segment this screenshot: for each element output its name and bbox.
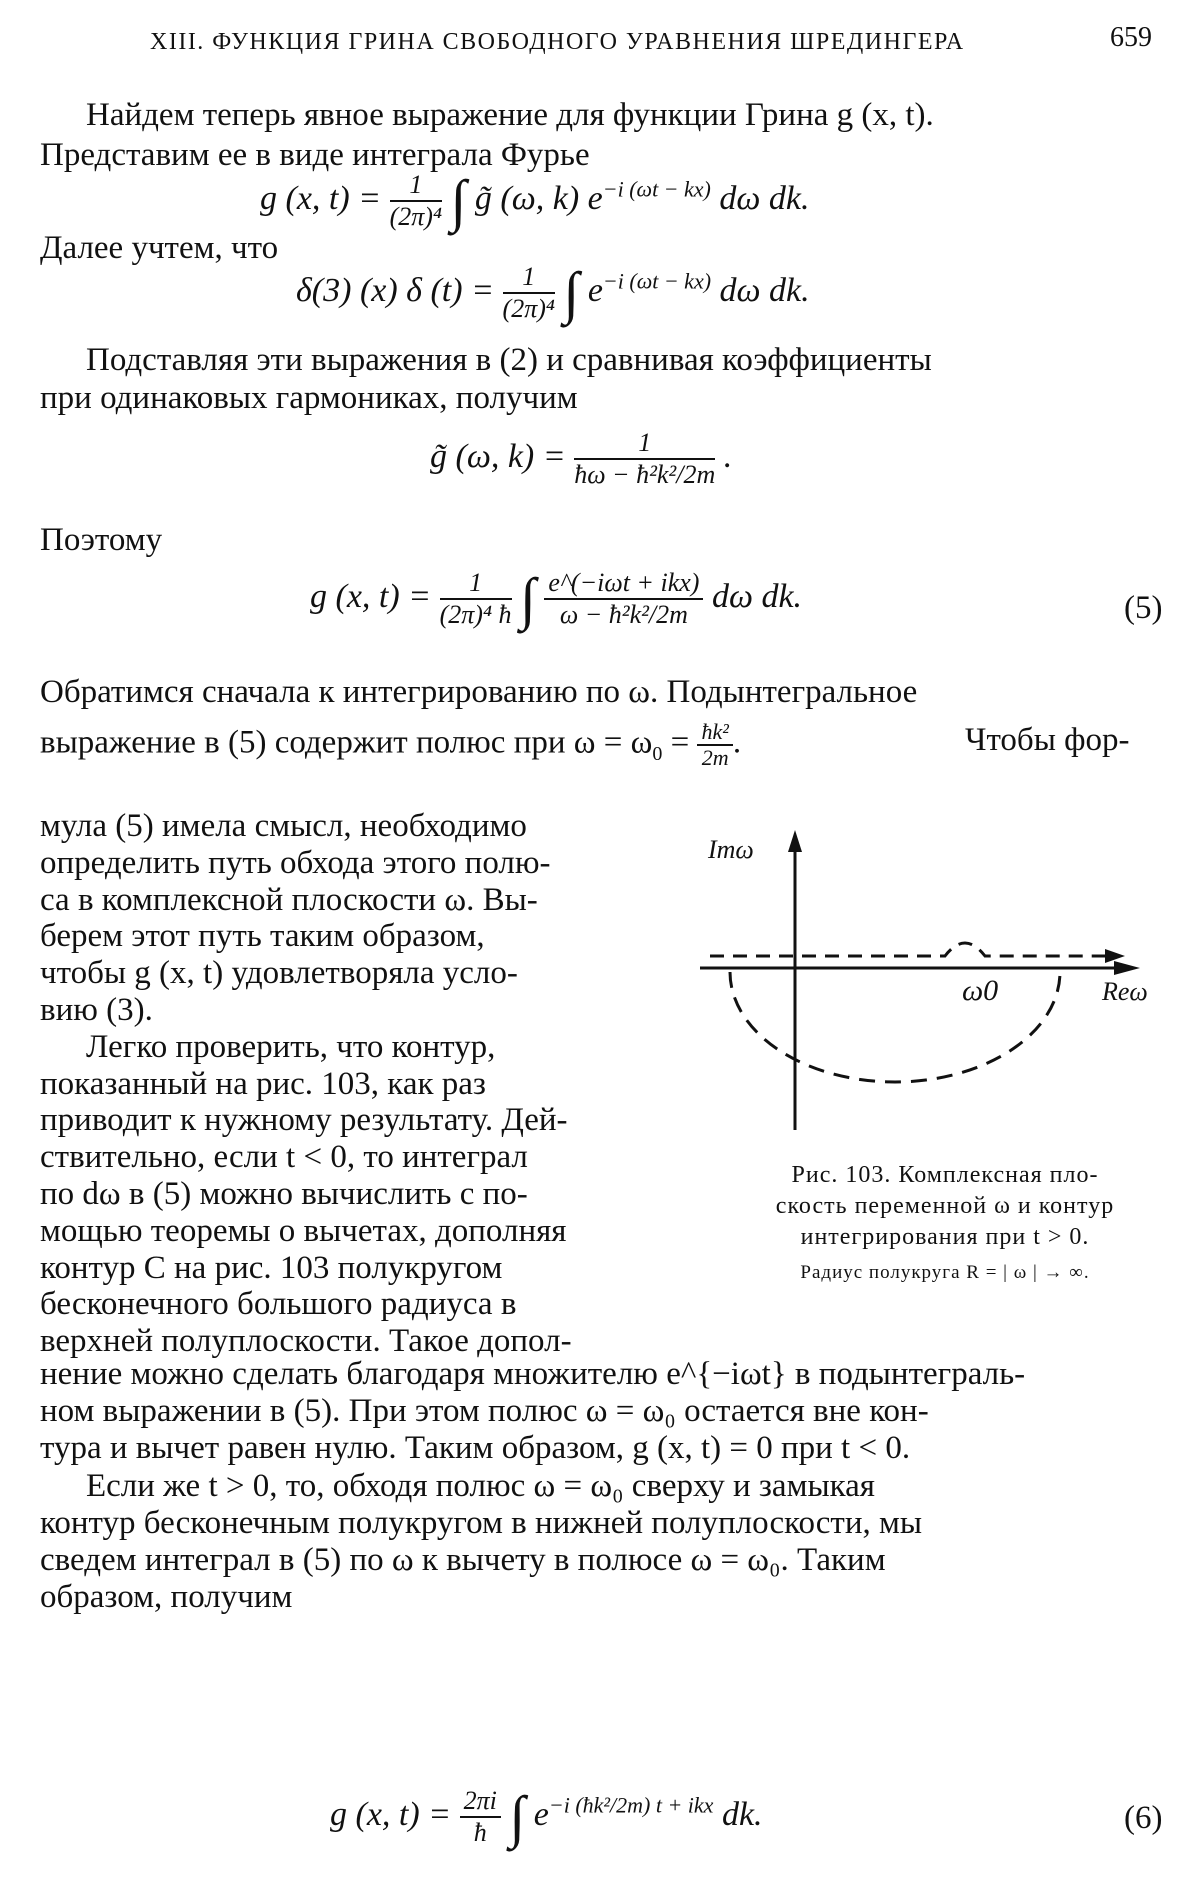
im-label: Imω <box>708 835 754 864</box>
page-number: 659 <box>1110 22 1152 53</box>
caption-line: скость переменной ω и контур <box>775 1193 1115 1219</box>
text-line: Поэтому <box>40 522 163 558</box>
equation-number: (6) <box>1124 1800 1163 1836</box>
running-title: XIII. ФУНКЦИЯ ГРИНА СВОБОДНОГО УРАВНЕНИЯ ШРЕДИНГЕРА <box>150 29 965 55</box>
caption-line: интегрирования при t > 0. <box>800 1224 1090 1250</box>
text-line: приводит к нужному результату. Дей- <box>40 1102 568 1139</box>
eq6-fraction <box>460 1786 501 1848</box>
text-line: Если же t > 0, то, обходя полюс ω = ω₀ сверху и замыкая <box>86 1467 875 1504</box>
text-line: Чтобы фор- <box>965 722 1130 758</box>
equation-delta <box>296 262 810 324</box>
imaginary-axis-arrow <box>788 830 802 852</box>
integral-sign: ∫ <box>509 1784 526 1849</box>
eq2-den: (2π)⁴ <box>502 294 555 323</box>
eq6-den: ħ <box>473 1818 487 1847</box>
eq4-fnum: e^(−iωt + ikx) <box>544 568 703 600</box>
text-line: при одинаковых гармониках, получим <box>40 380 578 416</box>
text-line: Подставляя эти выражения в (2) и сравнивая коэффициенты <box>86 342 932 378</box>
eq3-num: 1 <box>574 428 715 460</box>
contour-path <box>710 943 1120 956</box>
text-line: контур C на рис. 103 полукругом <box>40 1249 503 1286</box>
text-line: вию (3). <box>40 992 153 1028</box>
eq1-den: (2π)⁴ <box>389 202 443 231</box>
eq4-fden: ω − ħ²k²/2m <box>559 600 688 629</box>
re-label: Reω <box>1102 977 1148 1006</box>
eq3-fraction <box>574 428 715 490</box>
text-line: Далее учтем, что <box>40 230 279 266</box>
text-line: ном выражении в (5). При этом полюс ω = ω₀ остается вне кон- <box>40 1393 929 1430</box>
text-line: определить путь обхода этого полю- <box>40 844 551 881</box>
eq4-integrand <box>544 568 703 630</box>
equation-g-tilde <box>430 428 732 490</box>
text-line: ствительно, если t < 0, то интеграл <box>40 1139 528 1176</box>
figure-caption-note: Радиус полукруга R = | ω | → ∞. <box>800 1262 1090 1283</box>
figure-caption <box>710 1160 1180 1253</box>
integral-sign: ∫ <box>520 566 536 631</box>
text-line: мощью теоремы о вычетах, дополняя <box>40 1212 567 1249</box>
text-line: са в комплексной плоскости ω. Вы- <box>40 881 538 918</box>
integral-sign: ∫ <box>563 260 580 325</box>
text-line: нение можно сделать благодаря множителю e^{−iωt} в подынтеграль- <box>40 1356 1026 1392</box>
eq2-lhs: δ(3) (x) δ (t) = <box>296 271 495 309</box>
text-line: контур бесконечным полукругом в нижней полуплоскости, мы <box>40 1504 923 1541</box>
real-axis-arrow <box>1114 961 1140 975</box>
eq1-lhs: g (x, t) = <box>260 179 382 217</box>
eq6-tail: dk. <box>721 1795 763 1833</box>
equation-number: (5) <box>1124 590 1163 626</box>
text-line: тура и вычет равен нулю. Таким образом, g (x, t) = 0 при t < 0. <box>40 1430 911 1467</box>
integral-sign: ∫ <box>450 168 467 233</box>
pole-label: ω0 <box>962 974 999 1007</box>
eq1-fraction <box>390 170 442 232</box>
pole-num: ħk² <box>697 720 732 746</box>
text-line: сведем интеграл в (5) по ω к вычету в полюсе ω = ω₀. Таким <box>40 1542 886 1578</box>
text-line: бесконечного большого радиуса в <box>40 1286 517 1323</box>
pole-den: 2m <box>701 745 729 770</box>
eq4-num: 1 <box>440 568 512 600</box>
text-line: Найдем теперь явное выражение для функции Грина g (x, t). <box>86 97 934 133</box>
eq2-body: e <box>587 271 603 309</box>
text-line: выражение в (5) содержит полюс при $\omega = \omega_0$ = $\frac{\text{ħk²}}{2m}$ . <box>40 719 742 770</box>
eq1-tail: dω dk. <box>719 179 810 217</box>
text-fragment: выражение в (5) содержит полюс при ω = ω <box>40 724 653 761</box>
eq3-lhs: g̃ (ω, k) = <box>430 437 566 475</box>
eq1-exp: −i (ωt − kx) <box>602 176 711 202</box>
eq4-lhs: g (x, t) = <box>310 577 432 615</box>
text-line: показанный на рис. 103, как раз <box>40 1065 486 1102</box>
equation-5 <box>310 568 802 630</box>
equation-fourier <box>260 170 810 232</box>
text-line: Обратимся сначала к интегрированию по ω. Подынтегральное <box>40 674 918 710</box>
eq4-den: (2π)⁴ ħ <box>439 600 512 629</box>
eq6-num: 2πi <box>460 1786 501 1818</box>
eq6-lhs: g (x, t) = <box>330 1795 452 1833</box>
eq2-tail: dω dk. <box>719 271 810 309</box>
text-line: мула (5) имела смысл, необходимо <box>40 808 527 844</box>
eq2-fraction <box>503 262 555 324</box>
text-line: берем этот путь таким образом, <box>40 918 485 955</box>
text-line: чтобы g (x, t) удовлетворяла усло- <box>40 955 518 992</box>
contour-arrow <box>1105 949 1125 963</box>
text-line: образом, получим <box>40 1579 293 1616</box>
eq1-body: g̃ (ω, k) e <box>474 179 603 217</box>
caption-line: Рис. 103. Комплексная пло- <box>791 1162 1099 1188</box>
eq4-tail: dω dk. <box>711 577 803 615</box>
contour-figure <box>700 820 1180 1150</box>
eq4-fraction <box>440 568 512 630</box>
eq2-num: 1 <box>503 262 555 294</box>
semicircle-contour <box>730 972 1060 1082</box>
text-line: Представим ее в виде интеграла Фурье <box>40 137 590 173</box>
eq6-exp: −i (ħk²/2m) t + ikx <box>548 1792 714 1818</box>
eq1-num: 1 <box>390 170 442 202</box>
equation-6 <box>330 1786 763 1848</box>
text-line: Легко проверить, что контур, <box>86 1028 496 1065</box>
eq3-tail: . <box>723 437 733 475</box>
text-line: по dω в (5) можно вычислить с по- <box>40 1176 528 1212</box>
pole-fraction <box>697 720 732 770</box>
eq6-body: e <box>533 1795 549 1833</box>
eq3-den: ħω − ħ²k²/2m <box>574 460 716 489</box>
eq2-exp: −i (ωt − kx) <box>602 268 712 294</box>
text-line: верхней полуплоскости. Такое допол- <box>40 1323 572 1360</box>
